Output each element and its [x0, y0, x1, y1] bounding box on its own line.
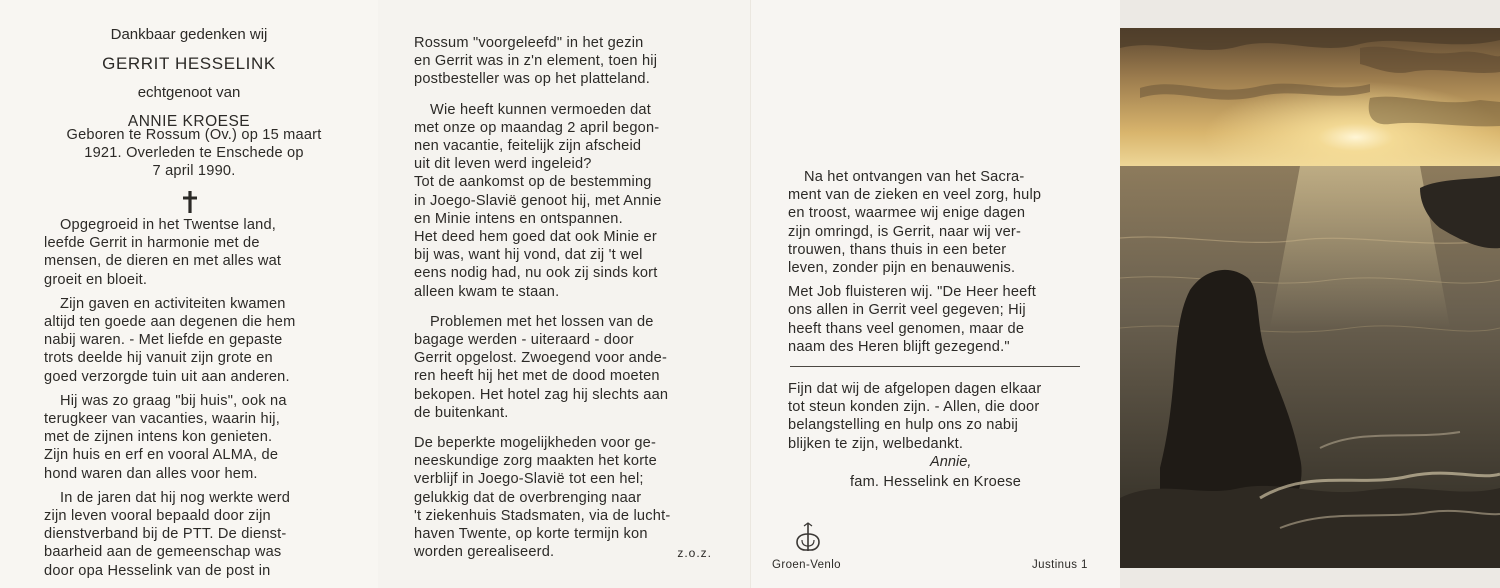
text-line: hond waren dan alles voor hem. [44, 465, 258, 482]
text-line: De beperkte mogelijkheden voor ge- [414, 435, 657, 452]
deceased-name: GERRIT HESSELINK [102, 54, 276, 73]
text-line: leven, zonder pijn en benauwenis. [788, 260, 1016, 277]
text-line: gelukkig dat de overbrenging naar [414, 489, 642, 506]
relation-text: echtgenoot van [137, 84, 241, 101]
text-line: Met Job fluisteren wij. "De Heer heeft [788, 284, 1037, 301]
text-line: 7 april 1990. [152, 163, 236, 180]
text-line: Hij was zo graag "bij huis", ook na [60, 392, 287, 409]
text-line: tot steun konden zijn. - Allen, die door [788, 399, 1040, 416]
text-line: Zijn gaven en activiteiten kwamen [60, 295, 286, 312]
text-line: goed verzorgde tuin uit aan anderen. [44, 368, 290, 385]
intro-text: Dankbaar gedenken wij [110, 26, 268, 43]
text-line: ren heeft hij het met de dood moeten [414, 368, 660, 385]
divider-line [790, 366, 1080, 367]
text-line: bagage werden - uiteraard - door [414, 332, 634, 349]
text-line: Opgegroeid in het Twentse land, [60, 217, 277, 233]
signature-name: Annie, [930, 454, 972, 470]
paragraph [414, 313, 712, 422]
text-line: groeit en bloeit. [44, 271, 148, 288]
paragraph [788, 283, 1084, 356]
text-line: In de jaren dat hij nog werkte werd [60, 489, 291, 506]
text-line: blijken te zijn, welbedankt. [788, 435, 964, 452]
text-line: en Minie intens en ontspannen. [414, 210, 623, 227]
text-line: in Joego-Slavië genoot hij, met Annie [414, 192, 662, 209]
text-line: worden gerealiseerd. [414, 544, 555, 561]
text-line: ment van de zieken en veel zorg, hulp [788, 187, 1042, 204]
text-line: Geboren te Rossum (Ov.) op 15 maart [66, 127, 322, 143]
text-line: Na het ontvangen van het Sacra- [804, 169, 1025, 185]
series-code: Justinus 1 [1032, 559, 1088, 571]
text-line: naam des Heren blijft gezegend." [788, 338, 1010, 355]
text-line: belangstelling en hulp ons zo nabij [788, 417, 1019, 434]
text-line: Rossum "voorgeleefd" in het gezin [414, 35, 644, 51]
paragraph [414, 173, 712, 228]
paragraph [414, 434, 712, 561]
text-line: en Gerrit was in z'n element, toen hij [414, 53, 658, 70]
paragraph [414, 34, 712, 89]
paragraph [44, 295, 342, 386]
text-line: Tot de aankomst op de bestemming [414, 174, 652, 191]
text-line: eens nodig had, nu ook zij sinds kort [414, 265, 658, 282]
text-line: mensen, de dieren en met alles wat [44, 253, 282, 270]
biography-part-2 [414, 34, 712, 573]
text-line: Problemen met het lossen van de [430, 313, 654, 330]
text-line: trouwen, thans thuis in een beter [788, 241, 1007, 258]
printer-name: Groen-Venlo [772, 559, 841, 571]
text-line: ons allen in Gerrit veel gegeven; Hij [788, 302, 1026, 319]
text-line: heeft thans veel genomen, maar de [788, 320, 1025, 337]
text-line: alleen kwam te staan. [414, 283, 560, 300]
text-line: door opa Hesselink van de post in [44, 562, 271, 579]
birth-death-dates [44, 126, 344, 181]
text-line: Fijn dat wij de afgelopen dagen elkaar [788, 381, 1042, 397]
text-line: de buitenkant. [414, 404, 509, 421]
printer-logo-icon [791, 520, 825, 554]
text-line: 1921. Overleden te Enschede op [84, 145, 304, 162]
text-line: met onze op maandag 2 april begon- [414, 119, 660, 136]
text-line: 't ziekenhuis Stadsmaten, via de lucht- [414, 507, 671, 524]
text-line: Het deed hem goed dat ook Minie er [414, 229, 657, 246]
text-line: nabij waren. - Met liefde en gepaste [44, 332, 283, 349]
text-line: haven Twente, op korte termijn kon [414, 526, 648, 543]
text-line: baarheid aan de gemeenschap was [44, 544, 282, 561]
text-line: postbesteller was op het platteland. [414, 71, 650, 88]
text-line: bekopen. Het hotel zag hij slechts aan [414, 386, 669, 403]
thanks-text [788, 380, 1084, 453]
text-line: Gerrit opgelost. Zwoegend voor ande- [414, 350, 667, 367]
closing-text [788, 168, 1084, 362]
text-line: trots deelde hij vanuit zijn grote en [44, 350, 273, 367]
sunset-sea-photo [1120, 28, 1500, 568]
memorial-header [0, 20, 378, 136]
turn-over-note: z.o.z. [677, 546, 712, 560]
text-line: altijd ten goede aan degenen die hem [44, 314, 296, 331]
text-line: neeskundige zorg maakten het korte [414, 453, 657, 470]
paragraph [788, 168, 1084, 277]
text-line: nen vacantie, feitelijk zijn afscheid [414, 138, 642, 155]
text-line: leefde Gerrit in harmonie met de [44, 235, 260, 252]
paragraph [414, 101, 712, 174]
spouse-name: ANNIE KROESE [127, 113, 251, 130]
text-line: Zijn huis en erf en vooral ALMA, de [44, 447, 279, 464]
signature-family: fam. Hesselink en Kroese [850, 474, 1022, 490]
paragraph [44, 489, 342, 580]
paragraph [414, 228, 712, 301]
text-line: en troost, waarmee wij enige dagen [788, 205, 1026, 222]
text-line: zijn omringd, is Gerrit, naar wij ver- [788, 223, 1022, 240]
text-line: terugkeer van vacanties, waarin hij, [44, 411, 280, 428]
biography-part-1 [44, 216, 342, 586]
text-line: bij was, want hij vond, dat zij 't wel [414, 247, 643, 264]
text-line: dienstverband bij de PTT. De dienst- [44, 526, 287, 543]
text-line: verblijf in Joego-Slavië tot een hel; [414, 471, 644, 488]
text-line: Wie heeft kunnen vermoeden dat [430, 101, 651, 118]
paragraph [44, 392, 342, 483]
paragraph [44, 216, 342, 289]
text-line: zijn leven vooral bepaald door zijn [44, 508, 271, 525]
cross-icon [180, 191, 200, 213]
text-line: uit dit leven werd ingeleid? [414, 156, 592, 173]
text-line: met de zijnen intens kon genieten. [44, 429, 273, 446]
